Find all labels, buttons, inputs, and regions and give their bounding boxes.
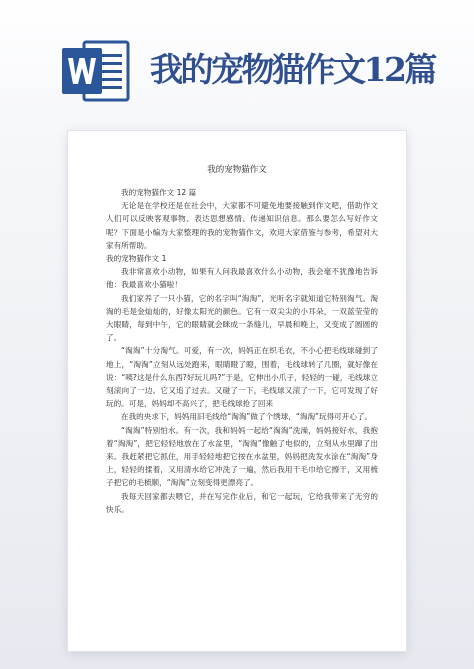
document-paragraph: 我非常喜欢小动物，如果有人问我最喜欢什么小动物，我会毫不犹豫地告诉他：我最喜欢小猫啦！	[106, 267, 378, 290]
document-paragraph: 在我的央求下，妈妈用旧毛线给“淘淘”做了个绣球，“淘淘”玩得可开心了。	[121, 412, 373, 422]
document-paragraph: 无论是在学校还是在社会中，大家都不可避免地要接触到作文吧，借助作文人们可以反映客观事物、表达思想感情、传递知识信息。那么要怎么写好作文呢？下面是小编为大家整理的我的宠物猫作文，欢迎大家借鉴与参考，希望对大家有所帮助。	[106, 201, 378, 250]
word-document-icon	[62, 38, 132, 104]
document-paragraph: 我的宠物猫作文 1	[106, 254, 167, 264]
document-page	[68, 131, 406, 651]
document-paragraph: “淘淘”十分淘气。可爱，有一次，妈妈正在织毛衣，不小心把毛线球碰到了地上，“淘淘”立刻从远处跑来，眼睛瞪了瞪，围着，毛线球转了几圈，就好像在说：“咦?这是什么东西?好玩儿吗?”于是，它伸出小爪子，轻轻的一碰，毛线球立刻滚向了一边。它又追了过去。又碰了一下，毛线球又滚了一下，它可发现了好玩的。可是，妈妈却不高兴了，把毛线球抢了回来	[106, 346, 378, 409]
document-paragraph: 我们家养了一只小猫，它的名字叫“淘淘”，光听名字就知道它特别淘气。淘淘的毛是金灿灿的，好像太阳光的颜色。它有一双尖尖的小耳朵，一双蓝莹莹的大眼睛，每到中午，它的眼睛就会眯成一条缝儿，早晨和晚上，又变成了圆圆的了。	[106, 293, 378, 343]
document-paragraph: 我的宠物猫作文 12 篇	[121, 188, 197, 197]
document-paragraph: “淘淘”特别怕水。有一次，我和妈妈一起给“淘淘”洗澡，妈妈接好水，我抱着“淘淘”，把它轻轻地放在了水盆里，“淘淘”像触了电似的，立刻从水里蹿了出来。我赶紧把它抓住，用手轻轻地把它按在水盆里，妈妈把洗发水涂在“淘淘”身上，轻轻的揉着，又用清水给它冲洗了一遍，然后我用干毛巾给它擦干，又用梳子把它的毛梳顺，“淘淘”立刻变得更漂亮了。	[106, 425, 378, 488]
document-title: 我的宠物猫作文	[207, 165, 267, 175]
banner-title: 我的宠物猫作文12篇	[150, 50, 435, 89]
document-body	[106, 186, 378, 516]
document-paragraph: 我每天回家都去喂它，并在写完作业后，和它一起玩，它给我带来了无穷的快乐。	[106, 491, 378, 514]
banner	[0, 0, 474, 110]
